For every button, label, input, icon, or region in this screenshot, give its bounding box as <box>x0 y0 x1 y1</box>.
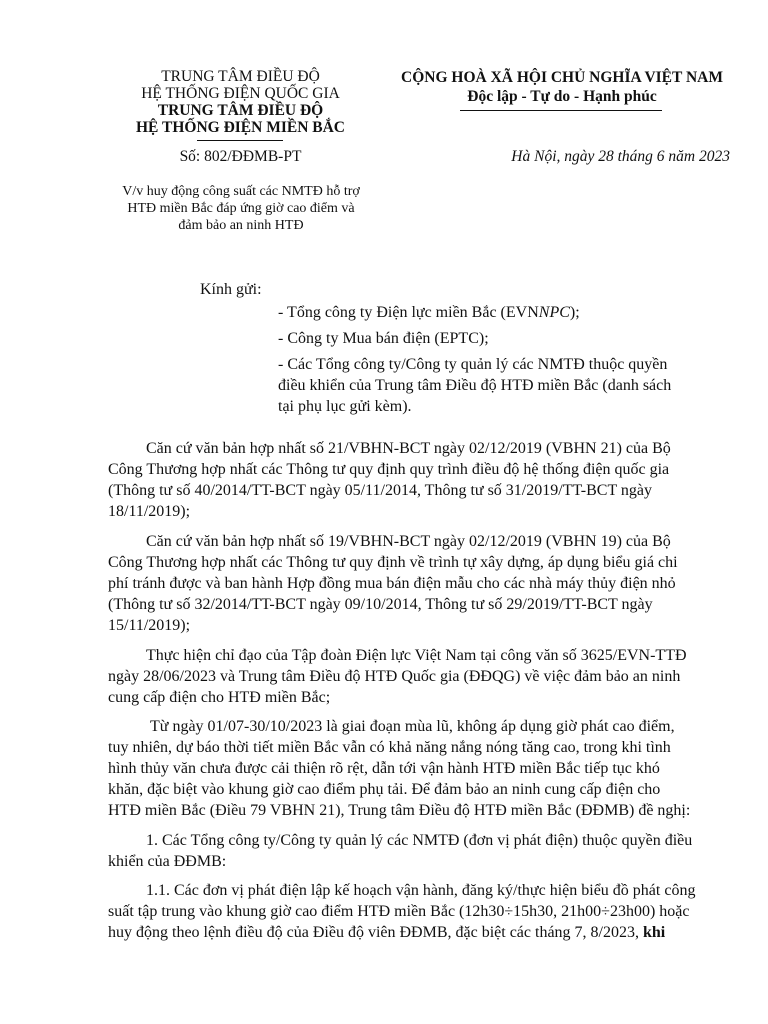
recipient-3: - Các Tổng công ty/Công ty quản lý các NMTĐ thuộc quyền điều khiển của Trung tâm Điều độ HTĐ miền Bắc (danh sách tại phụ lục gửi kèm). <box>278 356 672 415</box>
paragraph-6: 1.1. Các đơn vị phát điện lập kế hoạch vận hành, đăng ký/thực hiện biểu đồ phát công suất tập trung vào khung giờ cao điểm HTĐ miền Bắc (12h30÷15h30, 21h00÷23h00) hoặc huy động theo lệnh điều độ của Điều độ viên ĐĐMB, đặc biệt các tháng 7, 8/2023, khi <box>108 882 696 941</box>
subject <box>96 183 386 234</box>
recipient-1: - Tổng công ty Điện lực miền Bắc (EVNNPC); <box>278 304 580 321</box>
header-left <box>108 68 373 136</box>
document-number: Số: 802/ĐĐMB-PT <box>179 148 302 165</box>
header-right <box>372 68 752 106</box>
motto: Độc lập - Tự do - Hạnh phúc <box>467 88 657 105</box>
recipients-label: Kính gửi: <box>200 281 262 298</box>
paragraph-4: Từ ngày 01/07-30/10/2023 là giai đoạn mùa lũ, không áp dụng giờ phát cao điểm, tuy nhiên, dự báo thời tiết miền Bắc vẫn có khả năng nắng nóng tăng cao, trong khi tình hình thủy văn chưa được cải thiện rõ rệt, dẫn tới vận hành HTĐ miền Bắc tiếp tục khó khăn, đặc biệt vào khung giờ cao điểm phụ tải. Để đảm bảo an ninh cung cấp điện cho HTĐ miền Bắc (Điều 79 VBHN 21), Trung tâm Điều độ HTĐ miền Bắc (ĐĐMB) đề nghị: <box>108 718 691 819</box>
org-line-2: HỆ THỐNG ĐIỆN MIỀN BẮC <box>136 119 345 136</box>
parent-org-line-2: HỆ THỐNG ĐIỆN QUỐC GIA <box>141 85 340 102</box>
recipient-2: - Công ty Mua bán điện (EPTC); <box>278 330 489 347</box>
org-line-1: TRUNG TÂM ĐIỀU ĐỘ <box>157 102 324 119</box>
nation-title: CỘNG HOÀ XÃ HỘI CHỦ NGHĨA VIỆT NAM <box>401 69 723 86</box>
recipients <box>278 302 718 417</box>
paragraph-3: Thực hiện chỉ đạo của Tập đoàn Điện lực Việt Nam tại công văn số 3625/EVN-TTĐ ngày 28/06/2023 và Trung tâm Điều độ HTĐ Quốc gia (ĐĐQG) về việc đảm bảo an ninh cung cấp điện cho HTĐ miền Bắc; <box>108 647 687 706</box>
subject-line-2: HTĐ miền Bắc đáp ứng giờ cao điểm và <box>127 201 355 216</box>
subject-line-3: đảm bảo an ninh HTĐ <box>178 218 304 233</box>
paragraph-2: Căn cứ văn bản hợp nhất số 19/VBHN-BCT ngày 02/12/2019 (VBHN 19) của Bộ Công Thương hợp nhất các Thông tư quy định về trình tự xây dựng, áp dụng biểu giá chi phí tránh được và ban hành Hợp đồng mua bán điện mẫu cho các nhà máy thủy điện nhỏ (Thông tư số 32/2014/TT-BCT ngày 09/10/2014, Thông tư số 29/2019/TT-BCT ngày 15/11/2019); <box>108 533 678 634</box>
parent-org-line-1: TRUNG TÂM ĐIỀU ĐỘ <box>161 68 320 85</box>
header-right-rule <box>460 110 662 111</box>
paragraph-5: 1. Các Tổng công ty/Công ty quản lý các NMTĐ (đơn vị phát điện) thuộc quyền điều khiển của ĐĐMB: <box>108 832 693 870</box>
place-date: Hà Nội, ngày 28 tháng 6 năm 2023 <box>511 148 730 165</box>
paragraph-1: Căn cứ văn bản hợp nhất số 21/VBHN-BCT ngày 02/12/2019 (VBHN 21) của Bộ Công Thương hợp nhất các Thông tư quy định quy trình điều độ hệ thống điện quốc gia (Thông tư số 40/2014/TT-BCT ngày 05/11/2014, Thông tư số 31/2019/TT-BCT ngày 18/11/2019); <box>108 440 671 520</box>
header-left-rule <box>197 140 283 141</box>
subject-line-1: V/v huy động công suất các NMTĐ hỗ trợ <box>122 184 360 199</box>
